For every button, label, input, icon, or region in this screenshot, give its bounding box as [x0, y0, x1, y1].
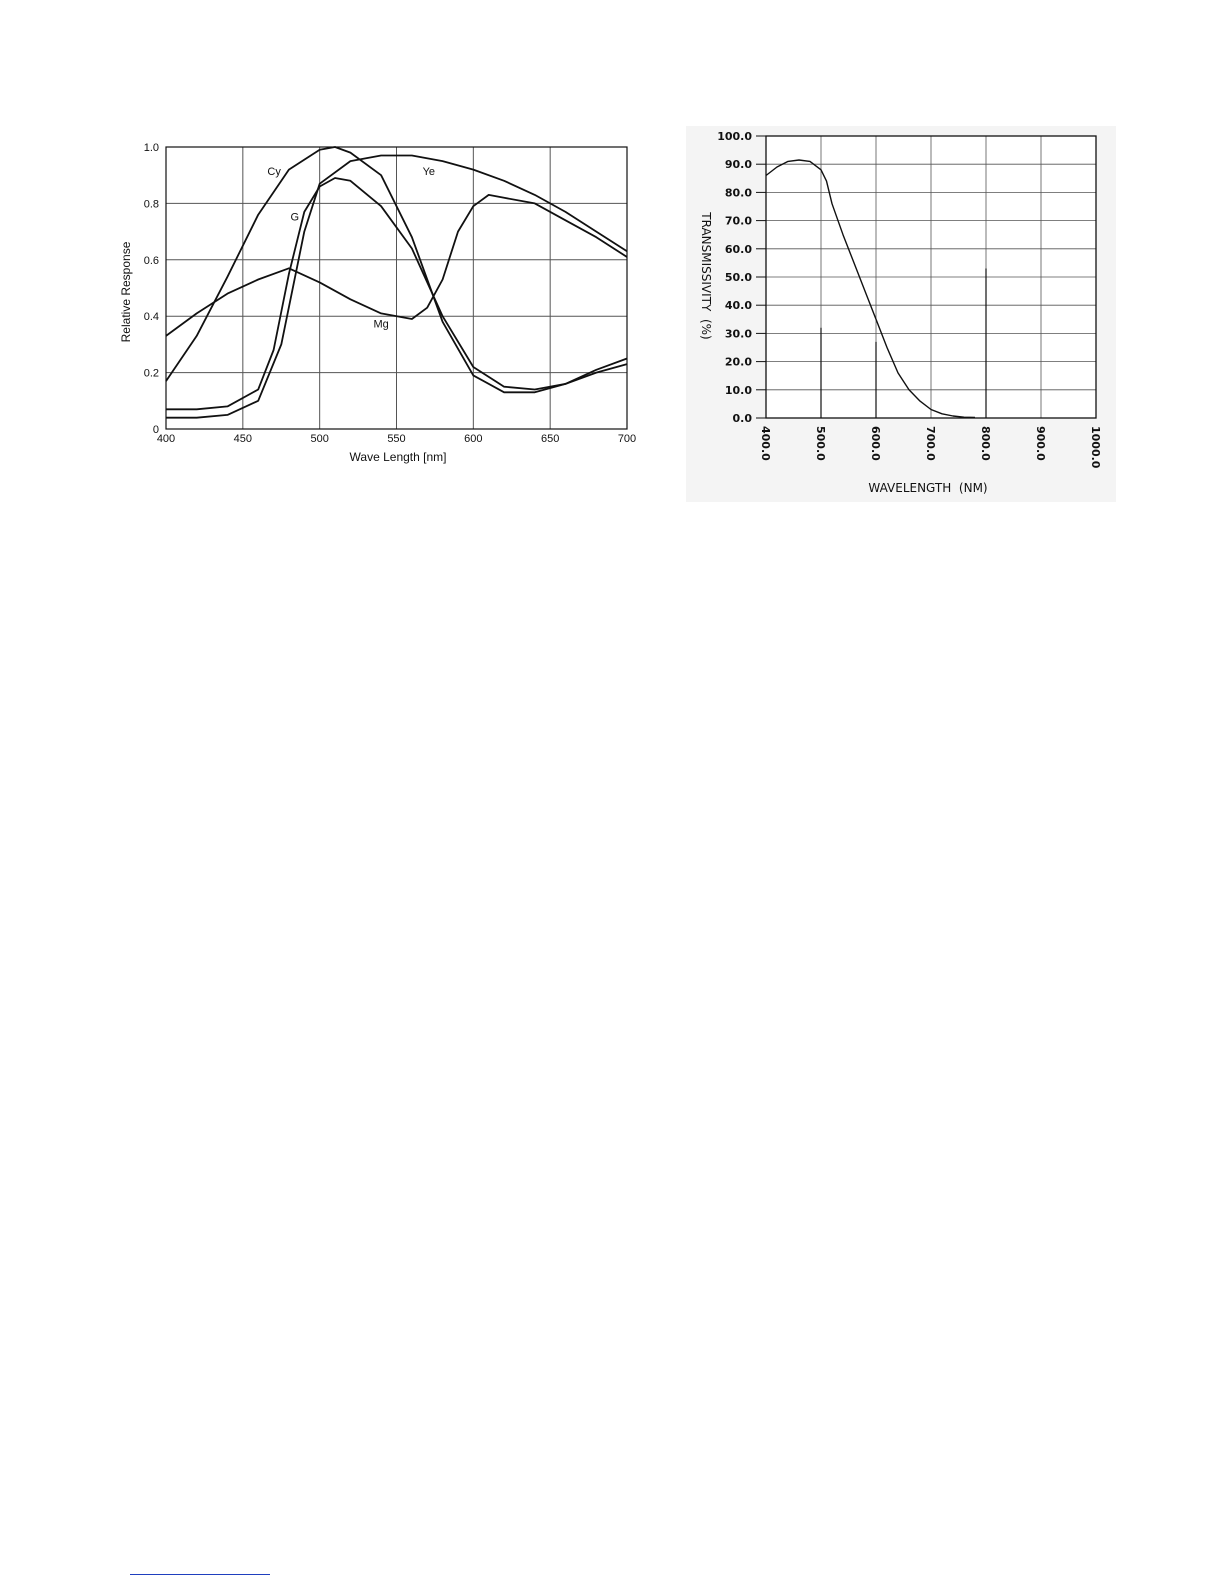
x-tick-label: 1000.0	[1089, 426, 1102, 469]
x-tick-label: 450	[233, 433, 253, 445]
y-tick-label: 40.0	[724, 299, 752, 313]
x-tick-label: 600	[464, 433, 483, 445]
x-tick-label: 400.0	[759, 426, 772, 461]
y-tick-label: 30.0	[724, 327, 752, 341]
transmissivity-x-axis-label: WAVELENGTH (NM)	[868, 481, 988, 495]
x-tick-label: 550	[387, 433, 406, 445]
y-tick-label: 0	[152, 424, 159, 436]
y-tick-label: 1.0	[143, 142, 159, 154]
y-tick-label: 90.0	[724, 158, 752, 172]
y-tick-label: 50.0	[724, 271, 752, 284]
footnote-separator	[130, 1574, 270, 1575]
curve-label-g: G	[290, 211, 300, 224]
transmissivity-chart	[686, 126, 1116, 502]
x-tick-label: 650	[540, 433, 560, 445]
x-tick-label: 700	[617, 433, 637, 445]
y-tick-label: 70.0	[724, 214, 752, 228]
spectral-response-curve-labels	[267, 166, 435, 330]
y-tick-label: 60.0	[724, 242, 752, 256]
spectral-response-x-ticks	[157, 433, 636, 445]
x-tick-label: 500.0	[814, 426, 827, 461]
x-tick-label: 500	[310, 433, 329, 445]
transmissivity-y-axis-label: TRANSMISSIVITY (%)	[699, 212, 713, 340]
transmissivity-grid	[766, 136, 1096, 418]
spectral-response-chart	[110, 130, 650, 480]
transmissivity-y-ticks	[717, 130, 766, 425]
y-tick-label: 0.8	[143, 198, 159, 211]
y-tick-label: 20.0	[724, 355, 752, 369]
y-tick-label: 0.2	[143, 367, 159, 380]
y-tick-label: 0.6	[143, 254, 159, 267]
transmissivity-x-ticks	[759, 426, 1102, 469]
x-tick-label: 600.0	[869, 426, 882, 461]
spectral-response-y-ticks	[144, 142, 159, 436]
x-tick-label: 700.0	[924, 426, 937, 461]
y-tick-label: 0.0	[732, 412, 752, 425]
y-tick-label: 10.0	[724, 383, 752, 397]
y-tick-label: 100.0	[717, 130, 752, 143]
spectral-response-y-axis-label: Relative Response	[119, 241, 133, 343]
spectral-response-x-axis-label: Wave Length [nm]	[349, 450, 447, 464]
curve-label-cy: Cy	[267, 166, 281, 179]
y-tick-label: 80.0	[724, 186, 752, 200]
curve-label-ye: Ye	[422, 166, 436, 179]
curve-label-mg: Mg	[373, 318, 389, 331]
y-tick-label: 0.4	[143, 311, 159, 324]
x-tick-label: 400	[156, 433, 176, 445]
x-tick-label: 800.0	[979, 426, 992, 461]
x-tick-label: 900.0	[1034, 426, 1047, 461]
